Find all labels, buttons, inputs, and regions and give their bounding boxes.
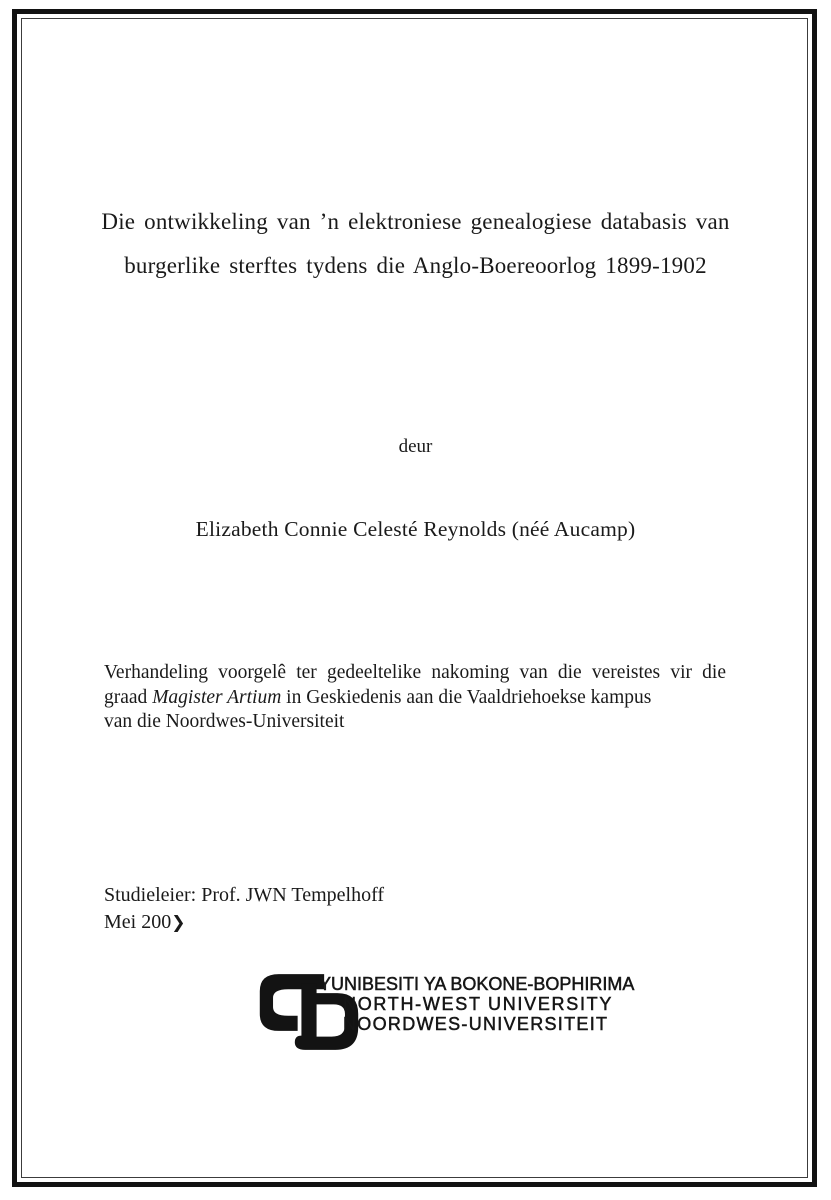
- date-line: [104, 911, 185, 934]
- degree-statement-line-2: [104, 686, 726, 711]
- supervisor-line: Studieleier: Prof. JWN Tempelhoff: [104, 884, 385, 906]
- thesis-title-line-2: burgerlike sterftes tydens die Anglo-Boereoorlog 1899-1902: [124, 253, 707, 278]
- author-name: Elizabeth Connie Celesté Reynolds (néé Aucamp): [195, 517, 636, 541]
- university-logo: [256, 966, 635, 1058]
- wordmark-english: NORTH-WEST UNIVERSITY: [343, 994, 614, 1014]
- degree-statement-line2-pre: graad: [104, 686, 153, 708]
- wordmark-setswana: YUNIBESITI YA BOKONE-BOPHIRIMA: [319, 974, 635, 994]
- degree-statement-line-1: Verhandeling voorgelê ter gedeeltelike nakoming van die vereistes vir die: [104, 662, 726, 683]
- thesis-title-line-1: Die ontwikkeling van ’n elektroniese genealogiese databasis van: [101, 209, 730, 234]
- wordmark-afrikaans: NOORDWES-UNIVERSITEIT: [343, 1014, 609, 1034]
- degree-statement-line-3: van die Noordwes-Universiteit: [104, 711, 345, 732]
- degree-name-italic: Magister Artium: [152, 686, 282, 708]
- degree-statement: [104, 661, 726, 735]
- byline-deur: deur: [398, 436, 433, 457]
- thesis-title: [60, 200, 771, 288]
- university-wordmark: [319, 974, 634, 1034]
- date-degraded-seven-glyph: ❯: [171, 913, 186, 933]
- date-text: Mei 200: [104, 911, 172, 933]
- degree-statement-line2-post: in Geskiedenis aan die Vaaldriehoekse kampus: [281, 686, 652, 708]
